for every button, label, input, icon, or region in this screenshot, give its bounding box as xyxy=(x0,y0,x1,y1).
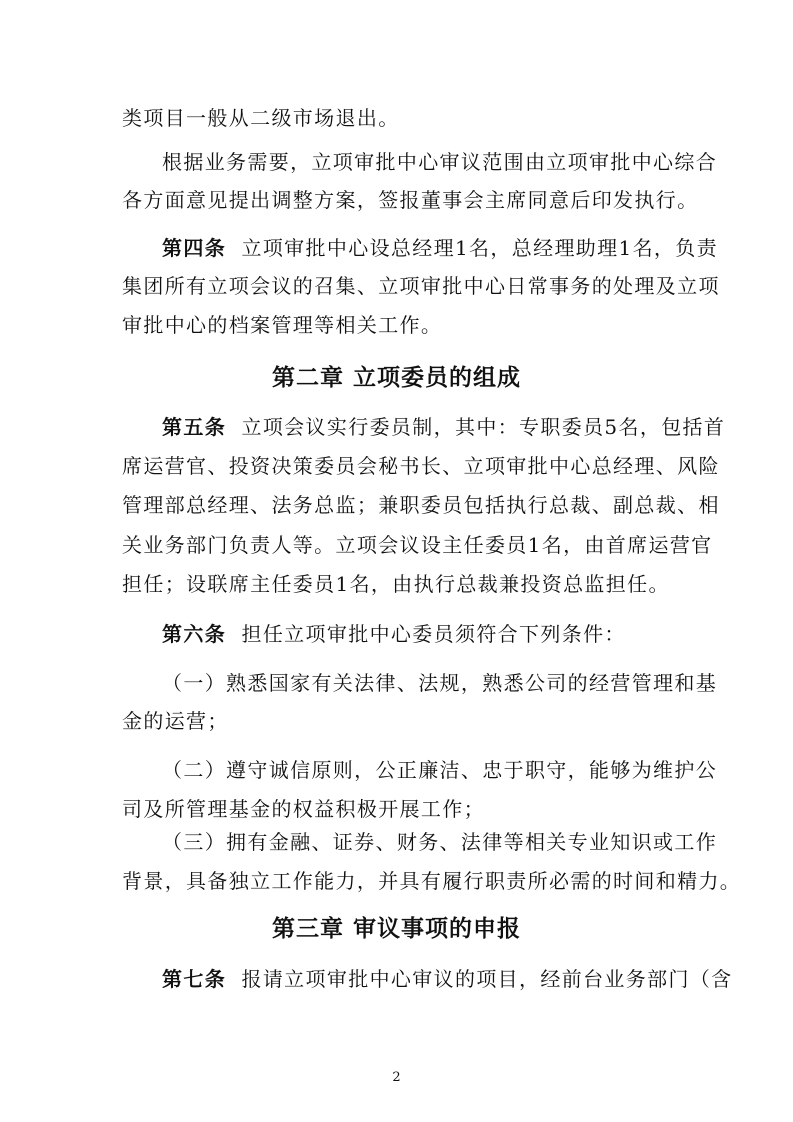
paragraph-line: 担任；设联席主任委员1名，由执行总裁兼投资总监担任。 xyxy=(122,572,670,596)
list-item-2-line-2: 司及所管理基金的权益积极开展工作； xyxy=(122,797,485,821)
list-item-1-line-2: 金的运营； xyxy=(122,709,229,733)
article-label: 第五条 xyxy=(162,415,227,439)
list-item-2-line-1: （二）遵守诚信原则，公正廉洁、忠于职守，能够为维护公 xyxy=(162,758,718,782)
list-item-3-line-2: 背景，具备独立工作能力，并具有履行职责所必需的时间和精力。 xyxy=(122,869,742,893)
paragraph-line: 类项目一般从二级市场退出。 xyxy=(122,106,400,130)
paragraph-line: 根据业务需要，立项审批中心审议范围由立项审批中心综合 xyxy=(162,150,718,174)
list-item-1-line-1: （一）熟悉国家有关法律、法规，熟悉公司的经营管理和基 xyxy=(162,671,718,695)
paragraph-line: 管理部总经理、法务总监；兼职委员包括执行总裁、副总裁、相 xyxy=(122,493,720,517)
article-label: 第六条 xyxy=(162,622,227,646)
paragraph-line: 集团所有立项会议的召集、立项审批中心日常事务的处理及立项 xyxy=(122,274,720,298)
article-4-line-1 xyxy=(162,236,718,260)
article-5-line-1 xyxy=(162,415,726,439)
chapter-heading: 第三章 审议事项的申报 xyxy=(271,915,521,942)
list-item-3-line-1: （三）拥有金融、证券、财务、法律等相关专业知识或工作 xyxy=(162,830,718,854)
article-text: 担任立项审批中心委员须符合下列条件： xyxy=(241,622,626,646)
article-text: 立项会议实行委员制，其中：专职委员5名，包括首 xyxy=(241,415,726,439)
chapter-heading: 第二章 立项委员的组成 xyxy=(271,364,521,391)
article-7-line-1 xyxy=(162,967,733,991)
paragraph-line: 关业务部门负责人等。立项会议设主任委员1名，由首席运营官 xyxy=(122,533,713,557)
paragraph-line: 各方面意见提出调整方案，签报董事会主席同意后印发执行。 xyxy=(122,188,699,212)
paragraph-line: 席运营官、投资决策委员会秘书长、立项审批中心总经理、风险 xyxy=(122,454,720,478)
article-label: 第四条 xyxy=(162,236,227,260)
page-number: 2 xyxy=(392,1070,401,1085)
article-text: 立项审批中心设总经理1名，总经理助理1名，负责 xyxy=(241,236,718,260)
paragraph-line: 审批中心的档案管理等相关工作。 xyxy=(122,313,443,337)
article-label: 第七条 xyxy=(162,967,227,991)
article-text: 报请立项审批中心审议的项目，经前台业务部门（含 xyxy=(241,967,733,991)
article-6-line-1 xyxy=(162,622,712,646)
